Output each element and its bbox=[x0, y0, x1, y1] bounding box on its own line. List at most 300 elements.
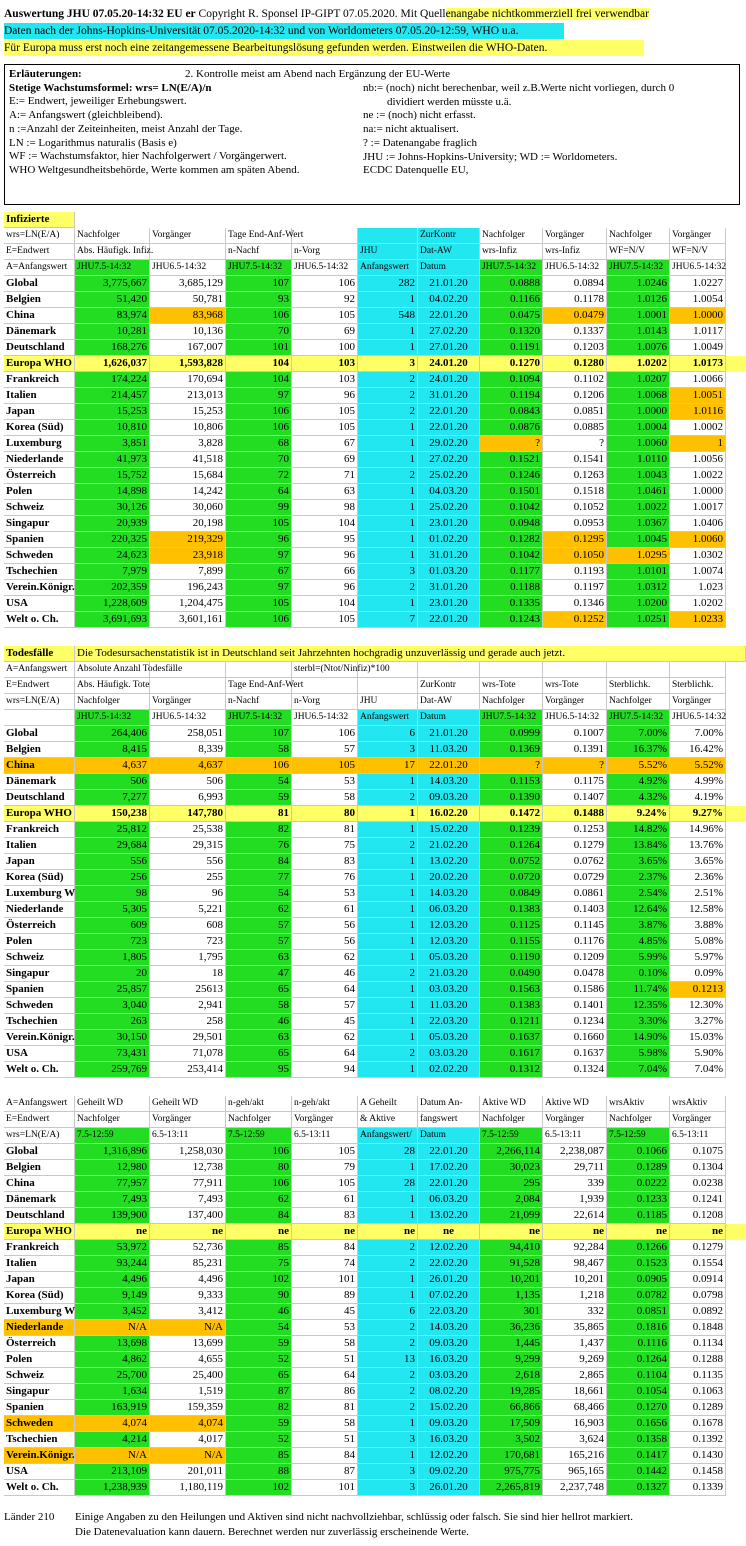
column-header: 6.5-13:11 bbox=[150, 1128, 226, 1144]
header-row bbox=[4, 228, 746, 244]
table-cell: 70 bbox=[226, 324, 292, 340]
table-cell: 23.01.20 bbox=[418, 596, 480, 612]
table-cell: 1 bbox=[358, 484, 418, 500]
table-cell: 14.03.20 bbox=[418, 1320, 480, 1336]
table-cell: 1.0406 bbox=[670, 516, 726, 532]
table-cell: 3,828 bbox=[150, 436, 226, 452]
table-cell: 0.1848 bbox=[670, 1320, 726, 1336]
table-cell: 80 bbox=[226, 1160, 292, 1176]
table-cell: 14.03.20 bbox=[418, 774, 480, 790]
table-cell: 21.01.20 bbox=[418, 276, 480, 292]
table-cell: 92 bbox=[292, 292, 358, 308]
table-cell: 2,237,748 bbox=[543, 1480, 607, 1496]
table-cell: 9,269 bbox=[543, 1352, 607, 1368]
table-row bbox=[4, 340, 746, 356]
table-cell: 107 bbox=[226, 726, 292, 742]
table-cell: 0.1586 bbox=[543, 982, 607, 998]
table-cell: 62 bbox=[292, 950, 358, 966]
table-cell: 167,007 bbox=[150, 340, 226, 356]
table-cell: 8,415 bbox=[75, 742, 150, 758]
table-cell: 0.1234 bbox=[543, 1014, 607, 1030]
table-cell: 213,109 bbox=[75, 1464, 150, 1480]
table-cell: ne bbox=[418, 1224, 480, 1240]
row-label: Korea (Süd) bbox=[4, 420, 75, 436]
table-cell: 1.0000 bbox=[670, 484, 726, 500]
table-cell: 0.0953 bbox=[543, 516, 607, 532]
row-label: China bbox=[4, 758, 75, 774]
table-cell: 1.0076 bbox=[607, 340, 670, 356]
table-cell: 85 bbox=[226, 1448, 292, 1464]
table-cell: 96 bbox=[226, 532, 292, 548]
table-cell: 77,957 bbox=[75, 1176, 150, 1192]
table-cell: 2 bbox=[358, 1256, 418, 1272]
column-header bbox=[607, 662, 670, 678]
table-cell: 2,238,087 bbox=[543, 1144, 607, 1160]
table-cell: 2 bbox=[358, 1400, 418, 1416]
table-cell: 104 bbox=[226, 356, 292, 372]
table-cell: ? bbox=[543, 758, 607, 774]
table-cell: 79 bbox=[292, 1160, 358, 1176]
table-cell: 0.0861 bbox=[543, 886, 607, 902]
table-cell: ne bbox=[75, 1224, 150, 1240]
table-cell: 0.1295 bbox=[543, 532, 607, 548]
table-cell: 50,781 bbox=[150, 292, 226, 308]
column-header: Nachfolger bbox=[607, 228, 670, 244]
table-row bbox=[4, 726, 746, 742]
column-header bbox=[292, 678, 358, 694]
table-cell: 2 bbox=[358, 388, 418, 404]
table-cell: 100 bbox=[292, 340, 358, 356]
legend-item: WHO Weltgesundheitsbehörde, Werte kommen am späten Abend. bbox=[9, 163, 300, 176]
column-header bbox=[480, 662, 543, 678]
table-cell: 1 bbox=[358, 532, 418, 548]
table-cell: 1,238,939 bbox=[75, 1480, 150, 1496]
table-cell: 106 bbox=[226, 308, 292, 324]
table-row bbox=[4, 324, 746, 340]
table-cell: 2 bbox=[358, 1368, 418, 1384]
column-header: Dat-AW bbox=[418, 244, 480, 260]
column-header: Vorgänger bbox=[670, 1112, 726, 1128]
table-cell: 0.1320 bbox=[480, 324, 543, 340]
table-cell: 0.1188 bbox=[480, 580, 543, 596]
table-cell: 0.1185 bbox=[607, 1208, 670, 1224]
table-cell: 03.03.20 bbox=[418, 1046, 480, 1062]
table-cell: 0.0729 bbox=[543, 870, 607, 886]
column-header: JHU bbox=[358, 244, 418, 260]
header-row bbox=[4, 260, 746, 276]
table-cell: 102 bbox=[226, 1480, 292, 1496]
table-cell: 85,231 bbox=[150, 1256, 226, 1272]
table-cell: 14.82% bbox=[607, 822, 670, 838]
table-cell: 03.03.20 bbox=[418, 1368, 480, 1384]
table-cell: 3 bbox=[358, 356, 418, 372]
section-title-row bbox=[4, 646, 746, 662]
column-header: Nachfolger bbox=[480, 1112, 543, 1128]
table-row bbox=[4, 1368, 746, 1384]
table-cell: 1.0143 bbox=[607, 324, 670, 340]
table-cell: 25,538 bbox=[150, 822, 226, 838]
table-cell: 3,412 bbox=[150, 1304, 226, 1320]
table-cell: 0.0762 bbox=[543, 854, 607, 870]
table-cell: 202,359 bbox=[75, 580, 150, 596]
table-cell: 13,698 bbox=[75, 1336, 150, 1352]
table-row bbox=[4, 1320, 746, 1336]
table-cell: 3,452 bbox=[75, 1304, 150, 1320]
column-header: E=Endwert bbox=[4, 1112, 75, 1128]
table-cell: 2 bbox=[358, 404, 418, 420]
column-header: Absolute Anzahl Todesfälle bbox=[75, 662, 150, 678]
table-cell: 41,518 bbox=[150, 452, 226, 468]
row-label: China bbox=[4, 308, 75, 324]
table-cell: 0.1178 bbox=[543, 292, 607, 308]
table-row bbox=[4, 966, 746, 982]
table-cell: 53 bbox=[292, 1320, 358, 1336]
table-cell: 15.02.20 bbox=[418, 822, 480, 838]
table-cell: 2,865 bbox=[543, 1368, 607, 1384]
table-cell: 0.1266 bbox=[607, 1240, 670, 1256]
legend-item: LN := Logarithmus naturalis (Basis e) bbox=[9, 136, 177, 149]
table-cell: 64 bbox=[292, 982, 358, 998]
table-cell: 1.0312 bbox=[607, 580, 670, 596]
row-label: Luxemburg bbox=[4, 436, 75, 452]
table-cell: 56 bbox=[292, 918, 358, 934]
table-row-europe bbox=[4, 356, 746, 372]
table-cell: 9,299 bbox=[480, 1352, 543, 1368]
table-cell: 63 bbox=[226, 950, 292, 966]
table-row bbox=[4, 1448, 746, 1464]
table-cell: 57 bbox=[292, 998, 358, 1014]
table-cell: 168,276 bbox=[75, 340, 150, 356]
table-cell: 87 bbox=[292, 1464, 358, 1480]
footer-note-1: Einige Angaben zu den Heilungen und Aktiven sind nicht nachvollziehbar, schlüssig oder falsch. Sie sind hier hellrot markiert. bbox=[75, 1511, 633, 1523]
row-label: Polen bbox=[4, 484, 75, 500]
table-cell: 0.1177 bbox=[480, 564, 543, 580]
table-cell: 86 bbox=[292, 1384, 358, 1400]
table-row bbox=[4, 1352, 746, 1368]
row-label: Welt o. Ch. bbox=[4, 1480, 75, 1496]
column-header: wrsAktiv bbox=[607, 1096, 670, 1112]
table-row bbox=[4, 902, 746, 918]
table-cell: 98 bbox=[292, 500, 358, 516]
row-label: Österreich bbox=[4, 1336, 75, 1352]
table-cell: 52 bbox=[226, 1432, 292, 1448]
row-label: Singapur bbox=[4, 1384, 75, 1400]
column-header: Vorgänger bbox=[150, 228, 226, 244]
table-cell: 27.02.20 bbox=[418, 452, 480, 468]
row-label: Welt o. Ch. bbox=[4, 612, 75, 628]
table-cell: 4,637 bbox=[75, 758, 150, 774]
table-cell: 58 bbox=[292, 1416, 358, 1432]
table-cell: 13.02.20 bbox=[418, 1208, 480, 1224]
legend-item: WF := Wachstumsfaktor, hier Nachfolgerwert / Vorgängerwert. bbox=[9, 150, 287, 163]
table-row bbox=[4, 516, 746, 532]
table-cell: 58 bbox=[226, 998, 292, 1014]
table-cell: 170,681 bbox=[480, 1448, 543, 1464]
table-cell: 1 bbox=[358, 596, 418, 612]
table-cell: 12.02.20 bbox=[418, 1448, 480, 1464]
row-label: Schweiz bbox=[4, 950, 75, 966]
column-header: JHU7.5-14:32 bbox=[75, 710, 150, 726]
table-cell: 62 bbox=[226, 1192, 292, 1208]
column-header: Vorgänger bbox=[670, 228, 726, 244]
table-cell: 22.01.20 bbox=[418, 612, 480, 628]
section-title: Infizierte bbox=[4, 212, 75, 228]
table-cell: 7,899 bbox=[150, 564, 226, 580]
table-cell: 68,466 bbox=[543, 1400, 607, 1416]
table-cell: 65 bbox=[226, 1368, 292, 1384]
table-cell: 106 bbox=[292, 276, 358, 292]
table-cell: 08.02.20 bbox=[418, 1384, 480, 1400]
table-cell: 46 bbox=[292, 966, 358, 982]
header-row bbox=[4, 710, 746, 726]
row-label: Europa WHO bbox=[4, 1224, 75, 1240]
column-header: Nachfolger bbox=[607, 694, 670, 710]
table-cell: 548 bbox=[358, 308, 418, 324]
table-cell: 83 bbox=[292, 854, 358, 870]
table-cell: 0.1488 bbox=[543, 806, 607, 822]
table-cell: 0.0851 bbox=[543, 404, 607, 420]
table-cell: 76 bbox=[292, 870, 358, 886]
row-label: Europa WHO bbox=[4, 806, 75, 822]
table-cell: 83 bbox=[292, 1208, 358, 1224]
table-cell: 196,243 bbox=[150, 580, 226, 596]
table-cell: 1.0074 bbox=[670, 564, 726, 580]
table-cell: 0.1563 bbox=[480, 982, 543, 998]
column-header: wrs-Infiz bbox=[543, 244, 607, 260]
table-cell: 1,218 bbox=[543, 1288, 607, 1304]
table-cell: 258 bbox=[150, 1014, 226, 1030]
table-cell: 2 bbox=[358, 1240, 418, 1256]
table-row bbox=[4, 934, 746, 950]
table-cell: 65 bbox=[226, 982, 292, 998]
table-cell: 96 bbox=[292, 580, 358, 596]
table-cell: ne bbox=[670, 1224, 726, 1240]
row-label: Tschechien bbox=[4, 1014, 75, 1030]
table-cell: 101 bbox=[292, 1272, 358, 1288]
table-cell: 104 bbox=[292, 516, 358, 532]
table-cell: 62 bbox=[292, 1030, 358, 1046]
table-cell: 0.1203 bbox=[543, 340, 607, 356]
table-cell: 1 bbox=[358, 902, 418, 918]
table-cell: ne bbox=[292, 1224, 358, 1240]
table-cell: 0.1392 bbox=[670, 1432, 726, 1448]
table-cell: 1,593,828 bbox=[150, 356, 226, 372]
table-cell: 22.02.20 bbox=[418, 1256, 480, 1272]
table-cell: 15,752 bbox=[75, 468, 150, 484]
table-cell: 556 bbox=[150, 854, 226, 870]
table-cell: 1 bbox=[358, 340, 418, 356]
table-cell: 20,939 bbox=[75, 516, 150, 532]
table-cell: 24.01.20 bbox=[418, 372, 480, 388]
table-cell: 1,519 bbox=[150, 1384, 226, 1400]
table-cell: 3.27% bbox=[670, 1014, 726, 1030]
row-label: Verein.Königr. bbox=[4, 1448, 75, 1464]
table-cell: 220,325 bbox=[75, 532, 150, 548]
table-cell: 3,040 bbox=[75, 998, 150, 1014]
table-cell: 0.1007 bbox=[543, 726, 607, 742]
table-cell: 20,198 bbox=[150, 516, 226, 532]
column-header: Abs. Häufigk. Tote bbox=[75, 678, 150, 694]
header-row bbox=[4, 694, 746, 710]
source-row: Daten nach der Johns-Hopkins-Universität 07.05.2020-14:32 und von Worldometers 07.05.20-12:59, WHO u.a. bbox=[4, 23, 564, 39]
table-cell: 0.1270 bbox=[607, 1400, 670, 1416]
table-cell: 1.0295 bbox=[607, 548, 670, 564]
row-label: Japan bbox=[4, 1272, 75, 1288]
row-label: Polen bbox=[4, 1352, 75, 1368]
table-cell: 1.0049 bbox=[670, 340, 726, 356]
row-label: Niederlande bbox=[4, 1320, 75, 1336]
table-cell: 0.1052 bbox=[543, 500, 607, 516]
table-cell: 103 bbox=[292, 372, 358, 388]
table-row bbox=[4, 1480, 746, 1496]
column-header: Vorgänger bbox=[150, 1112, 226, 1128]
table-row bbox=[4, 998, 746, 1014]
table-cell: 68 bbox=[226, 436, 292, 452]
table-cell: 16.03.20 bbox=[418, 1432, 480, 1448]
column-header: Nachfolger bbox=[480, 228, 543, 244]
table-cell: 0.1288 bbox=[670, 1352, 726, 1368]
row-label: Verein.Königr. bbox=[4, 1030, 75, 1046]
table-cell: 0.0782 bbox=[607, 1288, 670, 1304]
column-header: 6.5-13:11 bbox=[670, 1128, 726, 1144]
column-header: Nachfolger bbox=[75, 1112, 150, 1128]
table-cell: 213,013 bbox=[150, 388, 226, 404]
table-cell: 7 bbox=[358, 612, 418, 628]
table-cell: 04.03.20 bbox=[418, 484, 480, 500]
table-cell: 0.1194 bbox=[480, 388, 543, 404]
footer bbox=[4, 1510, 746, 1525]
table-cell: 19,285 bbox=[480, 1384, 543, 1400]
column-header bbox=[150, 678, 226, 694]
table-row bbox=[4, 1208, 746, 1224]
legend-item: ECDC Datenquelle EU, bbox=[363, 164, 469, 177]
table-cell: 25,857 bbox=[75, 982, 150, 998]
table-cell: 150,238 bbox=[75, 806, 150, 822]
table-row bbox=[4, 1416, 746, 1432]
table-cell: 0.1241 bbox=[670, 1192, 726, 1208]
table-cell: 0.10% bbox=[607, 966, 670, 982]
table-cell: 1.0233 bbox=[670, 612, 726, 628]
table-row bbox=[4, 854, 746, 870]
table-cell: 4,655 bbox=[150, 1352, 226, 1368]
table-cell: 214,457 bbox=[75, 388, 150, 404]
table-cell: 0.1501 bbox=[480, 484, 543, 500]
table-cell: 965,165 bbox=[543, 1464, 607, 1480]
table-cell: 0.1155 bbox=[480, 934, 543, 950]
table-cell: 101 bbox=[226, 340, 292, 356]
table-cell: 5.90% bbox=[670, 1046, 726, 1062]
table-row bbox=[4, 372, 746, 388]
table-cell: 0.1391 bbox=[543, 742, 607, 758]
table-cell: 12.03.20 bbox=[418, 918, 480, 934]
table-cell: 170,694 bbox=[150, 372, 226, 388]
table-cell: 0.1324 bbox=[543, 1062, 607, 1078]
table-cell: 106 bbox=[292, 726, 358, 742]
row-label: Belgien bbox=[4, 1160, 75, 1176]
column-header: Vorgänger bbox=[543, 694, 607, 710]
table-cell: 0.0948 bbox=[480, 516, 543, 532]
column-header: 7.5-12:59 bbox=[75, 1128, 150, 1144]
column-header: WF=N/V bbox=[670, 244, 726, 260]
table-cell: 1 bbox=[358, 420, 418, 436]
table-cell: 105 bbox=[292, 1144, 358, 1160]
table-row bbox=[4, 886, 746, 902]
table-cell: 339 bbox=[543, 1176, 607, 1192]
table-row bbox=[4, 612, 746, 628]
row-label: Singapur bbox=[4, 966, 75, 982]
table-cell: 12.03.20 bbox=[418, 934, 480, 950]
table-row bbox=[4, 596, 746, 612]
table-row bbox=[4, 420, 746, 436]
table-cell: 105 bbox=[292, 758, 358, 774]
table-cell: 0.1346 bbox=[543, 596, 607, 612]
table-cell: 09.03.20 bbox=[418, 1416, 480, 1432]
column-header: Nachfolger bbox=[480, 694, 543, 710]
table-cell: 10,201 bbox=[480, 1272, 543, 1288]
table-row bbox=[4, 580, 746, 596]
table-row bbox=[4, 500, 746, 516]
table-cell: 75 bbox=[226, 1256, 292, 1272]
table-cell: 47 bbox=[226, 966, 292, 982]
table-cell: 255 bbox=[150, 870, 226, 886]
table-cell: 4,496 bbox=[75, 1272, 150, 1288]
title-row bbox=[4, 6, 746, 22]
row-label: Korea (Süd) bbox=[4, 1288, 75, 1304]
column-header: sterbl=(Ntot/Ninfiz)*100 bbox=[292, 662, 358, 678]
table-cell: 1.0461 bbox=[607, 484, 670, 500]
table-row bbox=[4, 452, 746, 468]
column-header: Datum bbox=[418, 1128, 480, 1144]
table-cell: 1,135 bbox=[480, 1288, 543, 1304]
table-row bbox=[4, 1400, 746, 1416]
row-label: Global bbox=[4, 276, 75, 292]
column-header: Geheilt WD bbox=[150, 1096, 226, 1112]
table-cell: 0.1304 bbox=[670, 1160, 726, 1176]
table-cell: 0.1472 bbox=[480, 806, 543, 822]
table-cell: 3.65% bbox=[670, 854, 726, 870]
table-cell: 02.02.20 bbox=[418, 1062, 480, 1078]
table-cell: ? bbox=[480, 758, 543, 774]
table-cell: 1.0200 bbox=[607, 596, 670, 612]
table-cell: 0.1209 bbox=[543, 950, 607, 966]
table-cell: 1 bbox=[358, 1288, 418, 1304]
table-cell: 2,941 bbox=[150, 998, 226, 1014]
row-label: Frankreich bbox=[4, 1240, 75, 1256]
table-cell: 4,074 bbox=[150, 1416, 226, 1432]
table-cell: 71,078 bbox=[150, 1046, 226, 1062]
column-header: ZurKontr bbox=[418, 228, 480, 244]
row-label: Schweden bbox=[4, 548, 75, 564]
column-header: JHU6.5-14:32 bbox=[292, 260, 358, 276]
column-header: A=Anfangswert bbox=[4, 662, 75, 678]
table-cell: 09.03.20 bbox=[418, 790, 480, 806]
table-cell: 6 bbox=[358, 726, 418, 742]
header-row bbox=[4, 1096, 746, 1112]
table-cell: 3,624 bbox=[543, 1432, 607, 1448]
row-label: Frankreich bbox=[4, 372, 75, 388]
table-cell: 0.1637 bbox=[480, 1030, 543, 1046]
table-cell: 57 bbox=[226, 934, 292, 950]
table-cell: 85 bbox=[226, 1240, 292, 1256]
table-cell: 88 bbox=[226, 1464, 292, 1480]
table-cell: 09.02.20 bbox=[418, 1464, 480, 1480]
table-cell: 93 bbox=[226, 292, 292, 308]
column-header: Vorgänger bbox=[670, 694, 726, 710]
table-cell: 0.1102 bbox=[543, 372, 607, 388]
table-cell: 51 bbox=[292, 1432, 358, 1448]
table-cell: 295 bbox=[480, 1176, 543, 1192]
column-header: JHU6.5-14:32 bbox=[150, 260, 226, 276]
